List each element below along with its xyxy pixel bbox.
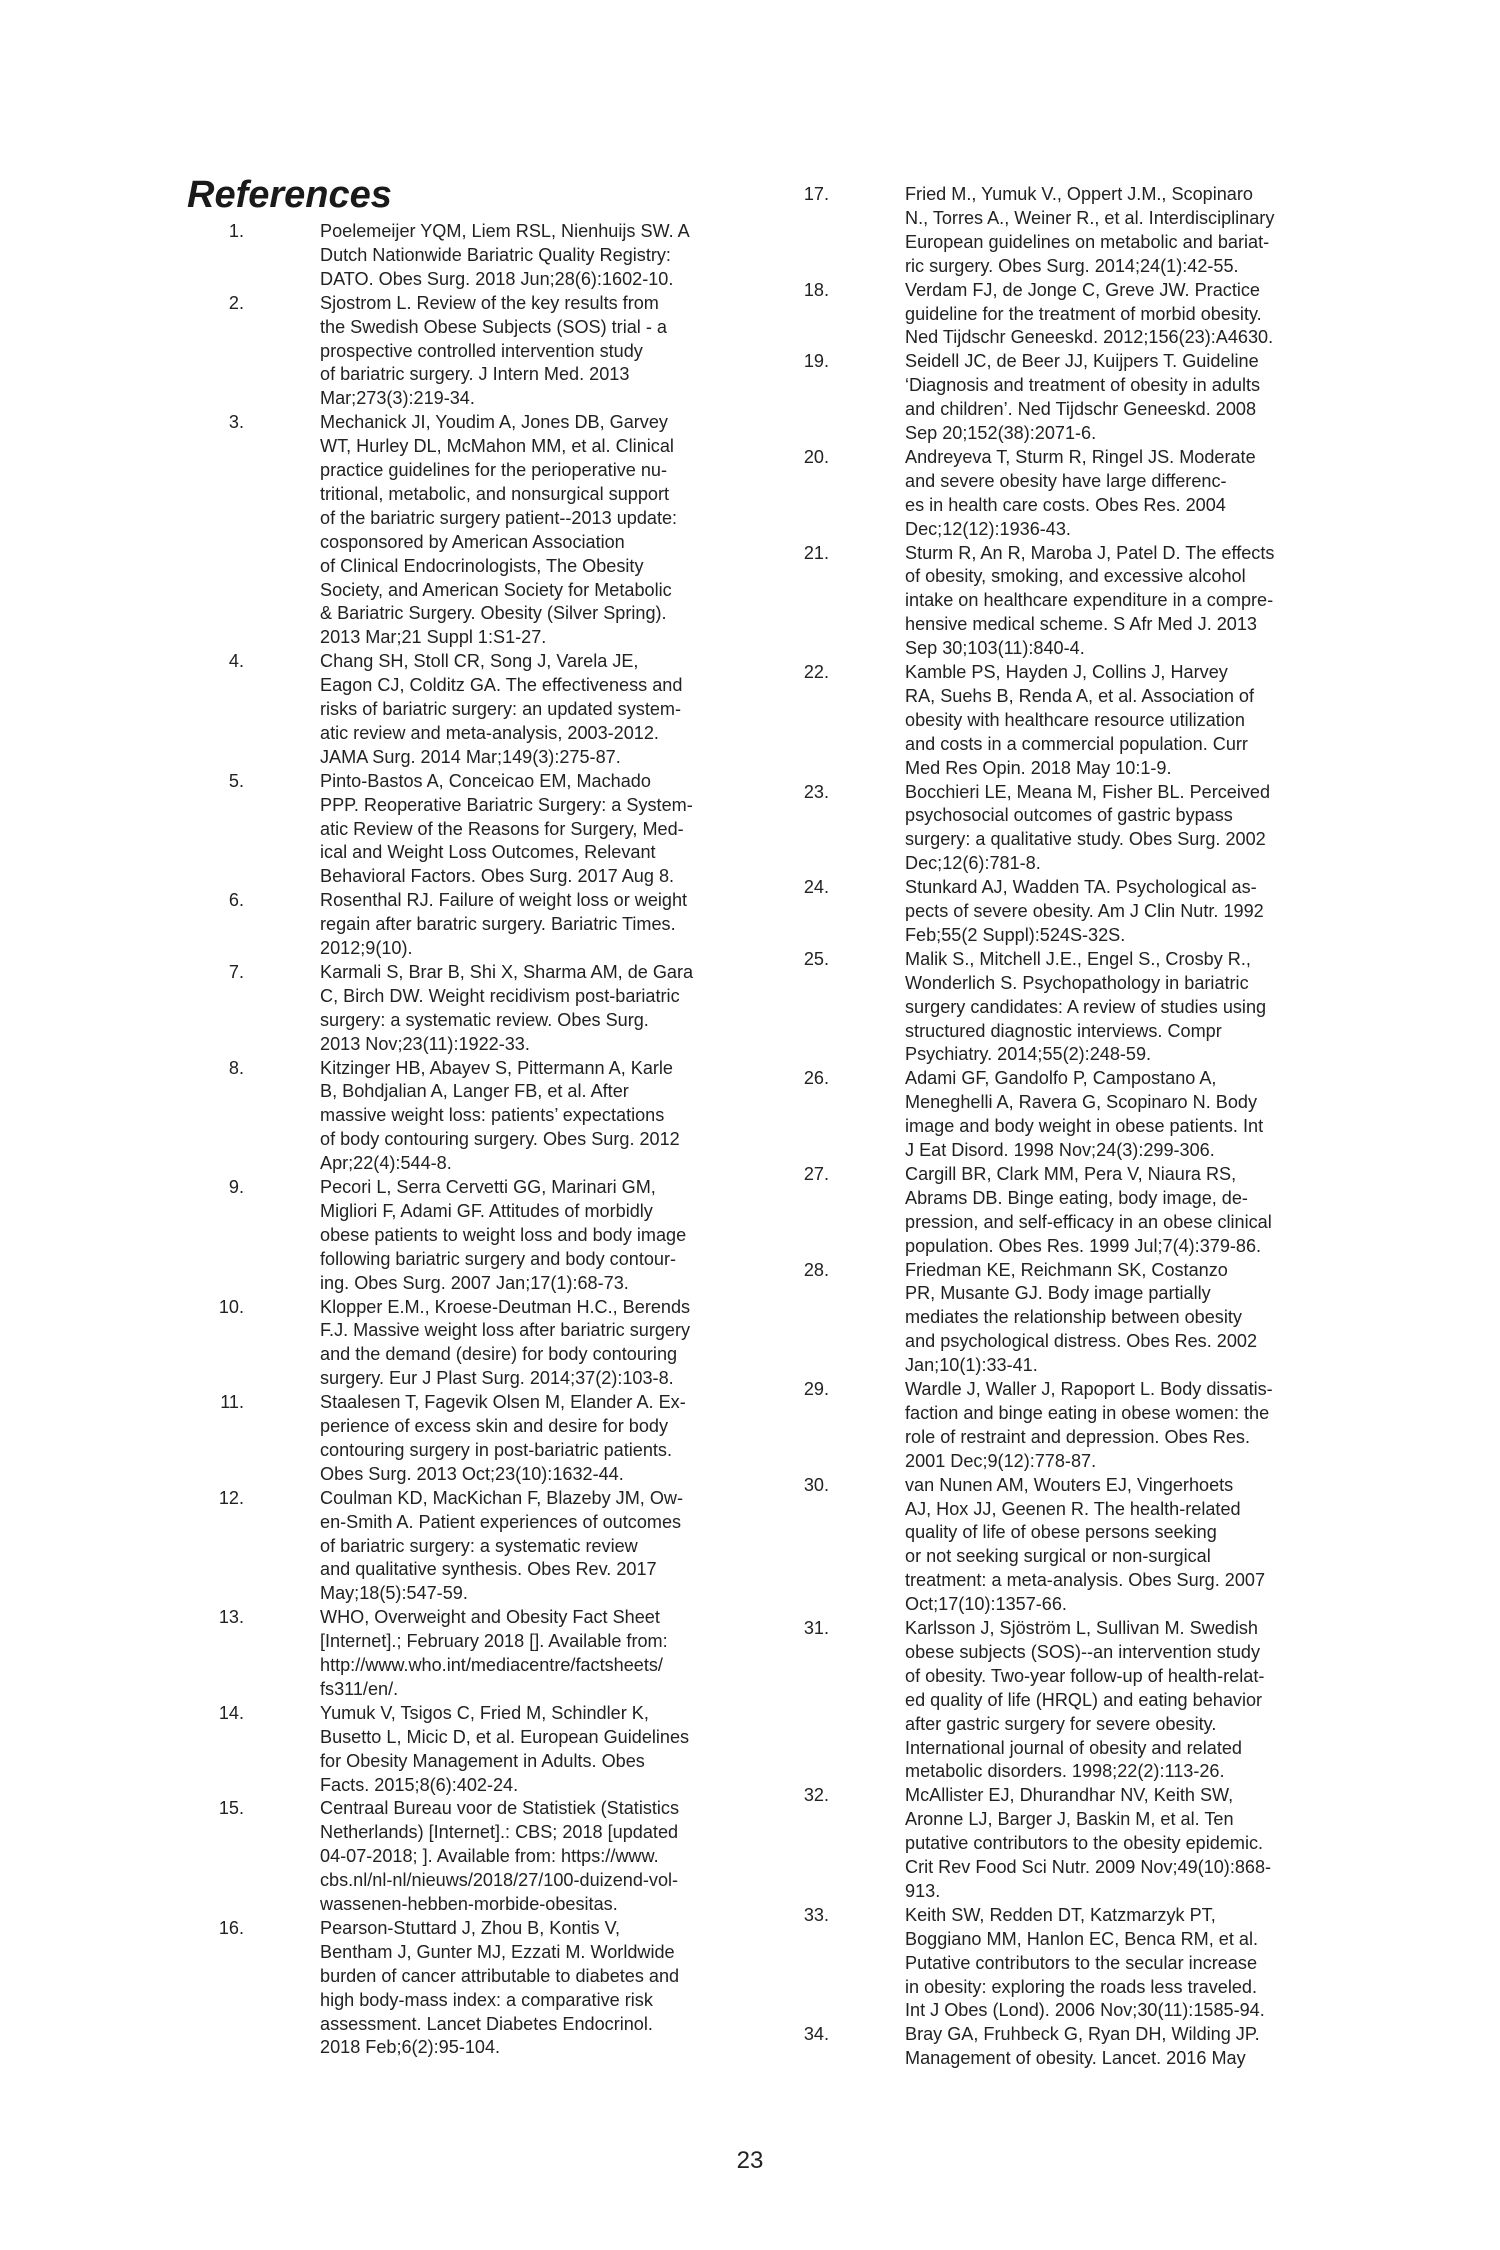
reference-line: assessment. Lancet Diabetes Endocrinol. [320, 2013, 653, 2034]
reference-number: 22. [803, 662, 829, 682]
reference-line: Behavioral Factors. Obes Surg. 2017 Aug 8. [320, 866, 675, 887]
reference-line: Andreyeva T, Sturm R, Ringel JS. Moderate [905, 446, 1256, 467]
reference-line: image and body weight in obese patients. Int [905, 1116, 1264, 1137]
reference-line: or not seeking surgical or non-surgical [905, 1546, 1211, 1567]
reference-line: Psychiatry. 2014;55(2):248-59. [905, 1044, 1152, 1065]
reference-line: http://www.who.int/mediacentre/factsheets/ [320, 1655, 663, 1675]
reference-line: Stunkard AJ, Wadden TA. Psychological as- [905, 877, 1257, 898]
reference-line: cbs.nl/nl-nl/nieuws/2018/27/100-duizend-vol- [320, 1870, 679, 1891]
reference-line: Oct;17(10):1357-66. [905, 1594, 1067, 1615]
reference-number: 15. [218, 1798, 244, 1819]
reference-line: ed quality of life (HRQL) and eating behavior [905, 1689, 1263, 1710]
reference-line: Staalesen T, Fagevik Olsen M, Elander A. Ex- [320, 1392, 686, 1413]
reference-line: pects of severe obesity. Am J Clin Nutr. 1992 [905, 901, 1264, 921]
reference-number: 23. [803, 781, 829, 802]
reference-line: surgery. Eur J Plast Surg. 2014;37(2):103-8. [320, 1368, 674, 1389]
reference-line: of Clinical Endocrinologists, The Obesity [320, 555, 644, 576]
reference-line: and costs in a commercial population. Curr [905, 733, 1248, 754]
reference-line: 2001 Dec;9(12):778-87. [905, 1450, 1097, 1471]
reference-line: Meneghelli A, Ravera G, Scopinaro N. Body [905, 1092, 1258, 1113]
reference-number: 29. [803, 1379, 829, 1399]
reference-text [320, 220, 690, 292]
reference-text [320, 770, 693, 890]
reference-line: following bariatric surgery and body contour- [320, 1248, 677, 1269]
reference-line: JAMA Surg. 2014 Mar;149(3):275-87. [320, 746, 621, 767]
reference-number: 26. [803, 1068, 829, 1089]
reference-line: Int J Obes (Lond). 2006 Nov;30(11):1585-94. [905, 2000, 1265, 2021]
reference-line: ric surgery. Obes Surg. 2014;24(1):42-55. [905, 255, 1239, 276]
reference-line: Netherlands) [Internet].: CBS; 2018 [updated [320, 1822, 679, 1843]
reference-line: for Obesity Management in Adults. Obes [320, 1750, 645, 1771]
reference-number: 30. [803, 1474, 829, 1495]
reference-line: 04-07-2018; ]. Available from: https://www. [320, 1846, 659, 1867]
reference-line: en-Smith A. Patient experiences of outcomes [320, 1511, 682, 1532]
reference-line: Malik S., Mitchell J.E., Engel S., Crosby R., [905, 948, 1251, 969]
reference-text [905, 1378, 1273, 1474]
reference-line: Boggiano MM, Hanlon EC, Benca RM, et al. [905, 1928, 1258, 1949]
reference-text [320, 1391, 686, 1487]
reference-line: atic Review of the Reasons for Surgery, Med- [320, 818, 684, 839]
reference-line: Kitzinger HB, Abayev S, Pittermann A, Karle [320, 1057, 673, 1078]
reference-text [905, 1474, 1265, 1617]
reference-line: Keith SW, Redden DT, Katzmarzyk PT, [905, 1904, 1216, 1925]
reference-text [320, 411, 677, 650]
reference-number: 11. [220, 1392, 244, 1413]
reference-text [320, 650, 682, 770]
reference-line: Jan;10(1):33-41. [905, 1355, 1038, 1376]
reference-line: surgery candidates: A review of studies using [905, 996, 1267, 1017]
reference-line: metabolic disorders. 1998;22(2):113-26. [905, 1761, 1225, 1782]
reference-line: Yumuk V, Tsigos C, Fried M, Schindler K, [320, 1702, 649, 1723]
reference-line: Busetto L, Micic D, et al. European Guidelines [320, 1726, 690, 1747]
reference-line: Sturm R, An R, Maroba J, Patel D. The effects [905, 542, 1275, 563]
reference-line: Pinto-Bastos A, Conceicao EM, Machado [320, 770, 651, 791]
reference-number: 19. [803, 351, 829, 372]
reference-number: 21. [803, 542, 829, 563]
reference-number: 17. [803, 184, 829, 204]
reference-text [905, 1067, 1263, 1163]
reference-line: quality of life of obese persons seeking [905, 1522, 1217, 1543]
reference-line: structured diagnostic interviews. Compr [905, 1020, 1222, 1041]
reference-line: burden of cancer attributable to diabetes and [320, 1965, 680, 1986]
reference-line: obese subjects (SOS)--an intervention study [905, 1641, 1261, 1662]
reference-line: Eagon CJ, Colditz GA. The effectiveness and [320, 675, 683, 696]
reference-line: after gastric surgery for severe obesity. [905, 1713, 1217, 1734]
reference-line: Putative contributors to the secular increase [905, 1952, 1258, 1973]
reference-line: WHO, Overweight and Obesity Fact Sheet [320, 1607, 660, 1628]
reference-line: population. Obes Res. 1999 Jul;7(4):379-86. [905, 1235, 1262, 1256]
reference-text [905, 1904, 1265, 2024]
reference-text [320, 889, 687, 961]
reference-line: and severe obesity have large differenc- [905, 470, 1227, 491]
reference-line: Management of obesity. Lancet. 2016 May [905, 2048, 1246, 2069]
reference-number: 5. [228, 770, 244, 791]
reference-line: Aronne LJ, Barger J, Baskin M, et al. Ten [905, 1809, 1234, 1830]
reference-line: 913. [905, 1880, 941, 1901]
reference-line: 2018 Feb;6(2):95-104. [320, 2037, 501, 2058]
reference-line: Dutch Nationwide Bariatric Quality Registry: [320, 244, 671, 265]
reference-number: 28. [803, 1259, 829, 1280]
reference-text [905, 350, 1260, 446]
reference-line: in obesity: exploring the roads less traveled. [905, 1976, 1258, 1997]
reference-line: of obesity, smoking, and excessive alcohol [905, 566, 1246, 587]
reference-text [320, 1057, 680, 1177]
reference-line: tritional, metabolic, and nonsurgical support [320, 483, 670, 504]
reference-line: 2013 Mar;21 Suppl 1:S1-27. [320, 627, 547, 648]
reference-line: Kamble PS, Hayden J, Collins J, Harvey [905, 662, 1228, 682]
reference-text [905, 446, 1256, 542]
reference-number: 18. [803, 279, 829, 300]
reference-number: 3. [228, 412, 244, 433]
reference-number: 24. [803, 877, 829, 898]
reference-line: Poelemeijer YQM, Liem RSL, Nienhuijs SW. A [320, 221, 690, 241]
reference-line: Migliori F, Adami GF. Attitudes of morbidly [320, 1200, 653, 1221]
reference-line: Bocchieri LE, Meana M, Fisher BL. Perceived [905, 781, 1271, 802]
reference-number: 6. [228, 890, 244, 911]
reference-line: cosponsored by American Association [320, 531, 625, 552]
reference-line: Pecori L, Serra Cervetti GG, Marinari GM, [320, 1177, 656, 1197]
reference-text [905, 279, 1273, 351]
reference-number: 16. [218, 1917, 244, 1938]
reference-line: PR, Musante GJ. Body image partially [905, 1283, 1211, 1304]
reference-line: Sjostrom L. Review of the key results from [320, 292, 659, 313]
reference-line: van Nunen AM, Wouters EJ, Vingerhoets [905, 1474, 1234, 1495]
reference-number: 32. [803, 1785, 829, 1806]
reference-line: Feb;55(2 Suppl):524S-32S. [905, 924, 1126, 945]
reference-line: of obesity. Two-year follow-up of health-relat- [905, 1665, 1265, 1686]
reference-line: Pearson-Stuttard J, Zhou B, Kontis V, [320, 1917, 621, 1938]
reference-line: PPP. Reoperative Bariatric Surgery: a System- [320, 794, 693, 815]
reference-line: Crit Rev Food Sci Nutr. 2009 Nov;49(10):868- [905, 1857, 1272, 1878]
reference-line: and qualitative synthesis. Obes Rev. 2017 [320, 1559, 657, 1580]
reference-line: Sep 30;103(11):840-4. [905, 638, 1085, 659]
reference-line: Ned Tijdschr Geneeskd. 2012;156(23):A4630. [905, 327, 1274, 348]
reference-text [905, 661, 1254, 781]
reference-line: Dec;12(6):781-8. [905, 853, 1041, 874]
reference-line: Coulman KD, MacKichan F, Blazeby JM, Ow- [320, 1487, 683, 1508]
reference-line: regain after baratric surgery. Bariatric Times. [320, 914, 676, 935]
reference-line: and the demand (desire) for body contouring [320, 1344, 678, 1365]
reference-line: Abrams DB. Binge eating, body image, de- [905, 1187, 1248, 1208]
reference-text [320, 1702, 689, 1798]
reference-text [320, 1487, 683, 1607]
reference-line: Sep 20;152(38):2071-6. [905, 423, 1097, 444]
reference-line: putative contributors to the obesity epidemic. [905, 1833, 1264, 1854]
reference-line: WT, Hurley DL, McMahon MM, et al. Clinical [320, 436, 674, 457]
reference-number: 9. [228, 1177, 244, 1197]
reference-line: role of restraint and depression. Obes Res. [905, 1426, 1250, 1447]
reference-line: perience of excess skin and desire for body [320, 1416, 668, 1436]
reference-line: Friedman KE, Reichmann SK, Costanzo [905, 1259, 1228, 1280]
reference-line: Karlsson J, Sjöström L, Sullivan M. Swedish [905, 1618, 1258, 1638]
reference-line: psychosocial outcomes of gastric bypass [905, 805, 1233, 826]
reference-line: European guidelines on metabolic and bariat- [905, 231, 1270, 252]
reference-number: 12. [218, 1487, 244, 1508]
references-heading: References [187, 174, 392, 216]
reference-line: intake on healthcare expenditure in a compre- [905, 590, 1274, 611]
reference-text [905, 1259, 1257, 1379]
reference-line: hensive medical scheme. S Afr Med J. 2013 [905, 614, 1257, 635]
reference-line: Centraal Bureau voor de Statistiek (Statistics [320, 1798, 680, 1819]
reference-number: 33. [803, 1904, 829, 1925]
reference-text [905, 1617, 1264, 1784]
reference-text [320, 292, 667, 412]
reference-number: 27. [803, 1163, 829, 1184]
reference-line: 2013 Nov;23(11):1922-33. [320, 1033, 530, 1054]
reference-number: 1. [228, 221, 244, 241]
reference-line: Cargill BR, Clark MM, Pera V, Niaura RS, [905, 1163, 1237, 1184]
reference-line: McAllister EJ, Dhurandhar NV, Keith SW, [905, 1785, 1234, 1806]
reference-line: of bariatric surgery: a systematic review [320, 1535, 638, 1556]
reference-line: Wonderlich S. Psychopathology in bariatric [905, 972, 1249, 993]
reference-text [320, 1296, 690, 1392]
reference-line: and psychological distress. Obes Res. 2002 [905, 1331, 1258, 1352]
reference-line: pression, and self-efficacy in an obese clinical [905, 1211, 1272, 1232]
reference-line: C, Birch DW. Weight recidivism post-bariatric [320, 985, 680, 1006]
reference-line: ical and Weight Loss Outcomes, Relevant [320, 842, 656, 863]
reference-text [905, 183, 1274, 279]
reference-line: DATO. Obes Surg. 2018 Jun;28(6):1602-10. [320, 268, 674, 289]
reference-line: Seidell JC, de Beer JJ, Kuijpers T. Guideline [905, 351, 1259, 372]
reference-line: J Eat Disord. 1998 Nov;24(3):299-306. [905, 1140, 1215, 1161]
reference-line: May;18(5):547-59. [320, 1583, 468, 1604]
reference-text [905, 2023, 1260, 2071]
reference-line: RA, Suehs B, Renda A, et al. Association of [905, 685, 1255, 706]
reference-line: of bariatric surgery. J Intern Med. 2013 [320, 364, 630, 385]
reference-text [320, 961, 693, 1057]
reference-line: 2012;9(10). [320, 938, 413, 958]
page-number: 23 [736, 2147, 764, 2174]
reference-line: International journal of obesity and related [905, 1737, 1242, 1758]
reference-number: 25. [803, 948, 829, 969]
reference-line: mediates the relationship between obesity [905, 1307, 1242, 1328]
reference-text [320, 1917, 679, 2060]
reference-line: wassenen-hebben-morbide-obesitas. [320, 1894, 618, 1915]
reference-line: and children’. Ned Tijdschr Geneeskd. 2008 [905, 399, 1257, 420]
reference-line: Fried M., Yumuk V., Oppert J.M., Scopinaro [905, 184, 1253, 204]
reference-line: Dec;12(12):1936-43. [905, 518, 1071, 539]
reference-line: Bray GA, Fruhbeck G, Ryan DH, Wilding JP. [905, 2024, 1260, 2045]
reference-line: Bentham J, Gunter MJ, Ezzati M. Worldwide [320, 1941, 675, 1962]
reference-line: B, Bohdjalian A, Langer FB, et al. After [320, 1081, 629, 1102]
reference-line: Wardle J, Waller J, Rapoport L. Body dissatis- [905, 1379, 1273, 1399]
reference-line: & Bariatric Surgery. Obesity (Silver Spring). [320, 603, 667, 624]
reference-line: Rosenthal RJ. Failure of weight loss or weight [320, 890, 688, 911]
reference-number: 10. [218, 1296, 244, 1317]
reference-line: ing. Obes Surg. 2007 Jan;17(1):68-73. [320, 1272, 629, 1293]
reference-line: Facts. 2015;8(6):402-24. [320, 1774, 519, 1795]
reference-text [905, 542, 1274, 662]
reference-line: risks of bariatric surgery: an updated system- [320, 699, 682, 719]
reference-number: 7. [228, 961, 244, 982]
reference-number: 4. [228, 651, 244, 672]
reference-line: faction and binge eating in obese women: the [905, 1402, 1270, 1423]
reference-text [320, 1176, 686, 1296]
reference-text [905, 948, 1266, 1068]
reference-text [905, 876, 1264, 948]
reference-line: of body contouring surgery. Obes Surg. 2012 [320, 1129, 680, 1150]
reference-line: surgery: a qualitative study. Obes Surg. 2002 [905, 829, 1266, 850]
reference-line: massive weight loss: patients’ expectations [320, 1105, 665, 1126]
reference-line: prospective controlled intervention study [320, 340, 643, 361]
reference-line: Adami GF, Gandolfo P, Campostano A, [905, 1068, 1217, 1089]
reference-line: obesity with healthcare resource utilization [905, 709, 1245, 730]
reference-line: guideline for the treatment of morbid obesity. [905, 303, 1262, 324]
reference-line: atic review and meta-analysis, 2003-2012. [320, 722, 659, 743]
reference-text [905, 1784, 1271, 1904]
reference-text [320, 1606, 668, 1702]
reference-line: Karmali S, Brar B, Shi X, Sharma AM, de Gara [320, 961, 694, 982]
reference-number: 8. [228, 1057, 244, 1078]
reference-line: [Internet].; February 2018 []. Available from: [320, 1631, 668, 1652]
reference-line: practice guidelines for the perioperative nu- [320, 460, 667, 480]
reference-line: Apr;22(4):544-8. [320, 1153, 452, 1174]
reference-text [905, 781, 1270, 877]
reference-line: Society, and American Society for Metabolic [320, 579, 672, 600]
reference-line: the Swedish Obese Subjects (SOS) trial - a [320, 316, 667, 337]
reference-line: Klopper E.M., Kroese-Deutman H.C., Berends [320, 1296, 691, 1317]
reference-line: es in health care costs. Obes Res. 2004 [905, 494, 1226, 515]
reference-number: 13. [218, 1607, 244, 1628]
reference-line: Mechanick JI, Youdim A, Jones DB, Garvey [320, 412, 668, 433]
reference-line: F.J. Massive weight loss after bariatric surgery [320, 1320, 691, 1341]
reference-line: Chang SH, Stoll CR, Song J, Varela JE, [320, 651, 639, 672]
reference-text [320, 1797, 679, 1917]
reference-line: AJ, Hox JJ, Geenen R. The health-related [905, 1498, 1241, 1519]
reference-line: contouring surgery in post-bariatric patients. [320, 1439, 672, 1460]
reference-text [905, 1163, 1272, 1259]
reference-line: ‘Diagnosis and treatment of obesity in adults [905, 375, 1261, 396]
reference-line: treatment: a meta-analysis. Obes Surg. 2007 [905, 1570, 1266, 1591]
reference-number: 14. [218, 1702, 244, 1723]
reference-line: of the bariatric surgery patient--2013 update: [320, 507, 678, 528]
reference-number: 31. [803, 1618, 829, 1638]
reference-line: Verdam FJ, de Jonge C, Greve JW. Practice [905, 279, 1260, 300]
reference-line: obese patients to weight loss and body image [320, 1224, 687, 1245]
reference-line: Mar;273(3):219-34. [320, 388, 475, 409]
reference-line: Obes Surg. 2013 Oct;23(10):1632-44. [320, 1463, 624, 1484]
reference-line: N., Torres A., Weiner R., et al. Interdisciplinary [905, 207, 1275, 228]
reference-number: 34. [803, 2024, 829, 2045]
reference-line: Med Res Opin. 2018 May 10:1-9. [905, 757, 1172, 778]
reference-line: surgery: a systematic review. Obes Surg. [320, 1009, 649, 1030]
reference-number: 2. [228, 292, 244, 313]
reference-line: high body-mass index: a comparative risk [320, 1989, 653, 2010]
reference-number: 20. [803, 446, 829, 467]
reference-line: fs311/en/. [320, 1678, 399, 1699]
